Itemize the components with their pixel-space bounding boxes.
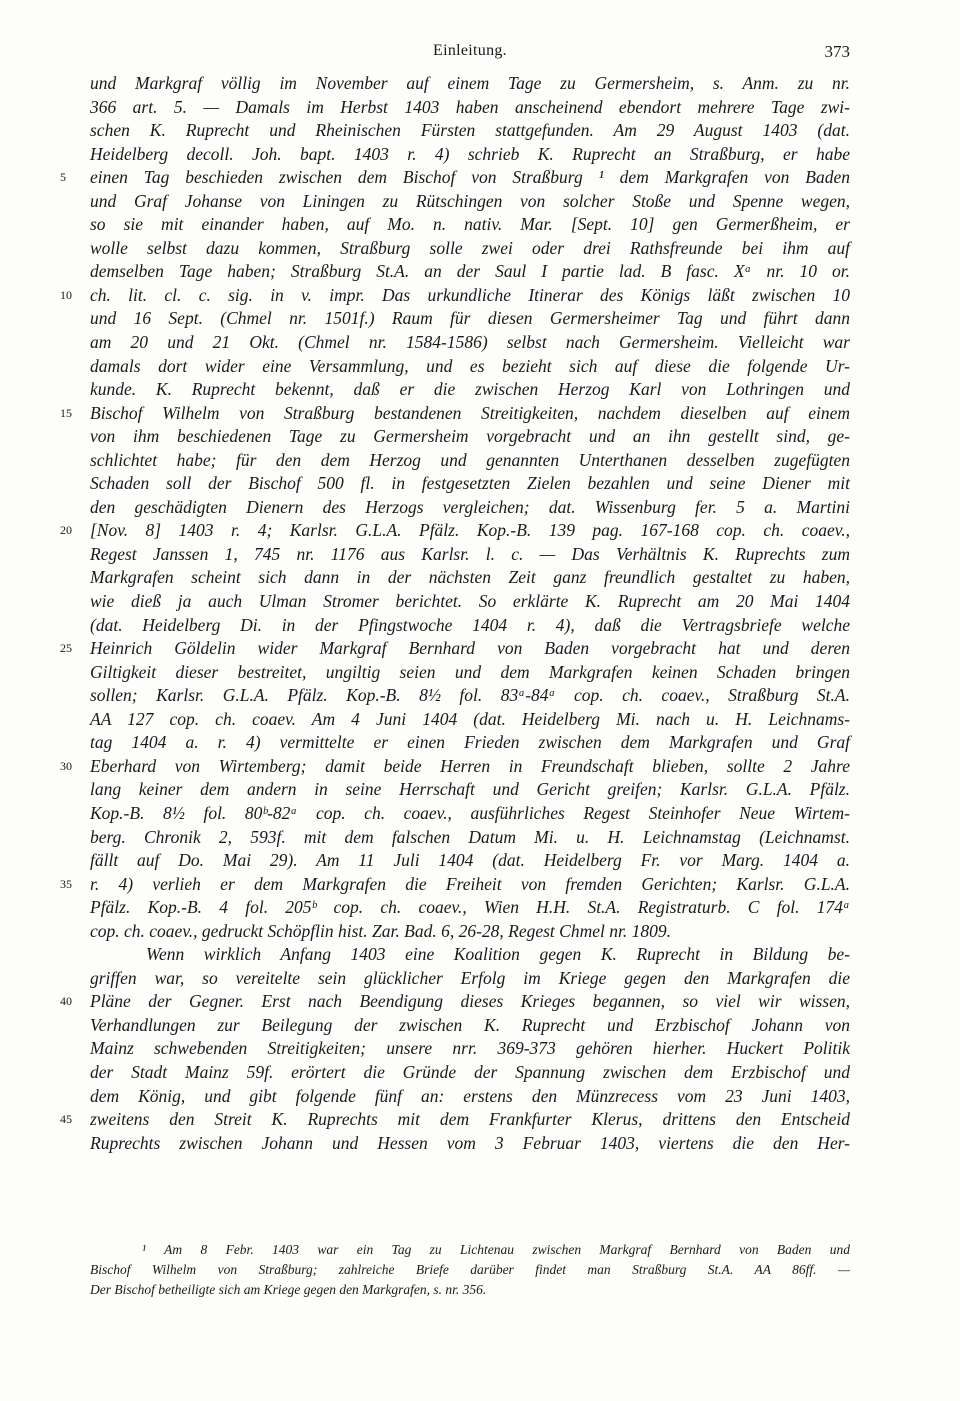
text-line	[60, 873, 850, 897]
text-line	[90, 378, 850, 402]
text-line	[90, 543, 850, 567]
text-line	[90, 943, 850, 967]
line-text: Giltigkeit dieser bestreitet, ungiltig seien und dem Markgrafen keinen Schaden bringen	[90, 661, 850, 682]
line-text: wolle selbst dazu kommen, Straßburg solle zwei oder drei Rathsfreunde bei ihm auf	[90, 237, 850, 258]
text-line	[90, 566, 850, 590]
line-text: Pläne der Gegner. Erst nach Beendigung dieses Krieges begannen, so viel wir wissen,	[90, 991, 850, 1012]
text-line	[90, 802, 850, 826]
line-text: Markgrafen scheint sich dann in der nächsten Zeit ganz freundlich gestaltet zu haben,	[90, 567, 850, 588]
line-text: am 20 und 21 Okt. (Chmel nr. 1584-1586) selbst nach Germersheim. Vielleicht war	[90, 332, 850, 353]
line-text: lang keiner dem andern in seine Herrschaft und Gericht greifen; Karlsr. G.L.A. Pfälz.	[90, 779, 850, 800]
text-line	[90, 849, 850, 873]
text-line	[90, 1085, 850, 1109]
line-text: (dat. Heidelberg Di. in der Pfingstwoche 1404 r. 4), daß die Vertragsbriefe welche	[90, 614, 850, 635]
text-line	[90, 119, 850, 143]
line-text: den geschädigten Dienern des Herzogs vergleichen; dat. Wissenburg fer. 5 a. Martini	[90, 496, 850, 517]
line-text: 366 art. 5. — Damals im Herbst 1403 haben anscheinend ebendort mehrere Tage zwi-	[90, 96, 850, 117]
text-line	[60, 284, 850, 308]
line-text: AA 127 cop. ch. coaev. Am 4 Juni 1404 (dat. Heidelberg Mi. nach u. H. Leichnams-	[90, 708, 850, 729]
line-number: 10	[60, 287, 72, 302]
line-text: tag 1404 a. r. 4) vermittelte er einen Frieden zwischen dem Markgrafen und Graf	[90, 732, 850, 753]
line-number: 45	[60, 1112, 72, 1127]
line-number: 15	[60, 405, 72, 420]
footnotes	[90, 1240, 850, 1300]
text-line	[90, 472, 850, 496]
line-text: Heidelberg decoll. Joh. bapt. 1403 r. 4) schrieb K. Ruprecht an Straßburg, er habe	[90, 143, 850, 164]
line-text: schlichtet habe; für den dem Herzog und genannten Unterthanen desselben zugefügten	[90, 449, 850, 470]
line-number: 30	[60, 758, 72, 773]
text-line	[90, 920, 850, 944]
line-text: fällt auf Do. Mai 29). Am 11 Juli 1404 (dat. Heidelberg Fr. vor Marg. 1404 a.	[90, 850, 850, 871]
line-text: griffen war, so vereitelte sein glücklicher Erfolg im Kriege gegen den Markgrafen die	[90, 967, 850, 988]
text-line	[90, 143, 850, 167]
footnote-line: Der Bischof betheiligte sich am Kriege gegen den Markgrafen, s. nr. 356.	[90, 1282, 487, 1297]
line-text: demselben Tage haben; Straßburg St.A. an der Saul I partie lad. B fasc. Xᵃ nr. 10 or.	[90, 261, 850, 282]
running-head: Einleitung.	[433, 42, 507, 59]
line-text: Pfälz. Kop.-B. 4 fol. 205ᵇ cop. ch. coaev., Wien H.H. St.A. Registraturb. C fol. 174ᵃ	[90, 897, 850, 918]
text-line	[90, 778, 850, 802]
text-line	[60, 990, 850, 1014]
line-number: 5	[60, 170, 66, 185]
text-line	[90, 331, 850, 355]
text-line	[90, 967, 850, 991]
line-text: so sie mit einander haben, auf Mo. n. nativ. Mar. [Sept. 10] gen Germerßheim, er	[90, 214, 850, 235]
text-line	[90, 1014, 850, 1038]
text-line	[90, 1037, 850, 1061]
line-text: [Nov. 8] 1403 r. 4; Karlsr. G.L.A. Pfälz. Kop.-B. 139 pag. 167-168 cop. ch. coaev.,	[90, 520, 850, 541]
text-line	[90, 449, 850, 473]
line-text: damals dort wider eine Versammlung, und es bezieht sich auf diese die folgende Ur-	[90, 355, 850, 376]
text-line	[60, 166, 850, 190]
text-line	[90, 684, 850, 708]
line-number: 35	[60, 876, 72, 891]
line-text: Schaden soll der Bischof 500 fl. in festgesetzten Zielen bezahlen und seine Diener mit	[90, 473, 850, 494]
page-number: 373	[824, 42, 850, 61]
text-line	[90, 260, 850, 284]
text-line	[90, 72, 850, 96]
text-line	[90, 190, 850, 214]
line-number: 25	[60, 641, 72, 656]
footnote-line: Bischof Wilhelm von Straßburg; zahlreiche Briefe darüber findet man Straßburg St.A. AA 86ff. —	[90, 1262, 850, 1277]
line-text: einen Tag beschieden zwischen dem Bischof von Straßburg ¹ dem Markgrafen von Baden	[90, 167, 850, 188]
line-text: von ihm beschiedenen Tage zu Germersheim vorgebracht und an ihn gestellt sind, ge-	[90, 426, 850, 447]
line-text: kunde. K. Ruprecht bekennt, daß er die zwischen Herzog Karl von Lothringen und	[90, 379, 850, 400]
text-line	[90, 896, 850, 920]
line-text: Regest Janssen 1, 745 nr. 1176 aus Karlsr. l. c. — Das Verhältnis K. Ruprechts zum	[90, 543, 850, 564]
text-line	[90, 1061, 850, 1085]
text-line	[90, 826, 850, 850]
line-text: dem König, und gibt folgende fünf an: erstens den Münzrecess vom 23 Juni 1403,	[90, 1085, 850, 1106]
line-number: 20	[60, 523, 72, 538]
line-text: sollen; Karlsr. G.L.A. Pfälz. Kop.-B. 8½ fol. 83ᵃ-84ᵃ cop. ch. coaev., Straßburg St.A.	[90, 685, 850, 706]
text-line	[90, 731, 850, 755]
text-line	[90, 213, 850, 237]
line-text: und Graf Johanse von Liningen zu Rütschingen von solcher Stoße und Spenne wegen,	[90, 190, 850, 211]
text-line	[90, 614, 850, 638]
line-number: 40	[60, 994, 72, 1009]
text-line	[90, 496, 850, 520]
main-text	[60, 72, 850, 1155]
line-text: der Stadt Mainz 59f. erörtert die Gründe der Spannung zwischen dem Erzbischof und	[90, 1061, 850, 1082]
line-text: Mainz schwebenden Streitigkeiten; unsere nrr. 369-373 gehören hierher. Huckert Politik	[90, 1038, 850, 1059]
line-text: schen K. Ruprecht und Rheinischen Fürsten stattgefunden. Am 29 August 1403 (dat.	[90, 120, 850, 141]
text-line	[90, 590, 850, 614]
footnote-line: ¹ Am 8 Febr. 1403 war ein Tag zu Lichtenau zwischen Markgraf Bernhard von Baden und	[142, 1242, 850, 1257]
line-text: zweitens den Streit K. Ruprechts mit dem Frankfurter Klerus, drittens den Entscheid	[90, 1109, 850, 1130]
text-line	[60, 519, 850, 543]
line-text: Heinrich Göldelin wider Markgraf Bernhard von Baden vorgebracht hat und deren	[90, 638, 850, 659]
line-text: r. 4) verlieh er dem Markgrafen die Freiheit von fremden Gerichten; Karlsr. G.L.A.	[90, 873, 850, 894]
text-line	[90, 661, 850, 685]
line-text: ch. lit. cl. c. sig. in v. impr. Das urkundliche Itinerar des Königs läßt zwischen 10	[90, 284, 850, 305]
line-text: Ruprechts zwischen Johann und Hessen vom 3 Februar 1403, viertens die den Her-	[90, 1132, 850, 1153]
line-text: wie dieß ja auch Ulman Stromer berichtet. So erklärte K. Ruprecht am 20 Mai 1404	[90, 591, 850, 612]
line-text: cop. ch. coaev., gedruckt Schöpflin hist. Zar. Bad. 6, 26-28, Regest Chmel nr. 1809.	[90, 920, 671, 941]
text-line	[60, 637, 850, 661]
line-text: und Markgraf völlig im November auf einem Tage zu Germersheim, s. Anm. zu nr.	[90, 73, 850, 93]
text-line	[60, 1108, 850, 1132]
text-line	[90, 307, 850, 331]
line-text: Wenn wirklich Anfang 1403 eine Koalition gegen K. Ruprecht in Bildung be-	[146, 944, 850, 965]
text-line	[60, 755, 850, 779]
line-text: berg. Chronik 2, 593f. mit dem falschen Datum Mi. u. H. Leichnamstag (Leichnamst.	[90, 826, 850, 847]
page-header	[90, 42, 850, 66]
line-text: Eberhard von Wirtemberg; damit beide Herren in Freundschaft blieben, sollte 2 Jahre	[90, 755, 850, 776]
line-text: Verhandlungen zur Beilegung der zwischen K. Ruprecht und Erzbischof Johann von	[90, 1014, 850, 1035]
text-line	[60, 402, 850, 426]
text-line	[90, 425, 850, 449]
text-line	[90, 237, 850, 261]
text-line	[90, 1132, 850, 1156]
text-line	[90, 96, 850, 120]
text-line	[90, 708, 850, 732]
text-line	[90, 355, 850, 379]
line-text: und 16 Sept. (Chmel nr. 1501f.) Raum für diesen Germersheimer Tag und führt dann	[90, 308, 850, 329]
line-text: Kop.-B. 8½ fol. 80ᵇ-82ᵃ cop. ch. coaev., ausführliches Regest Steinhofer Neue Wirtem-	[90, 802, 850, 823]
line-text: Bischof Wilhelm von Straßburg bestandenen Streitigkeiten, nachdem dieselben auf einem	[90, 402, 850, 423]
